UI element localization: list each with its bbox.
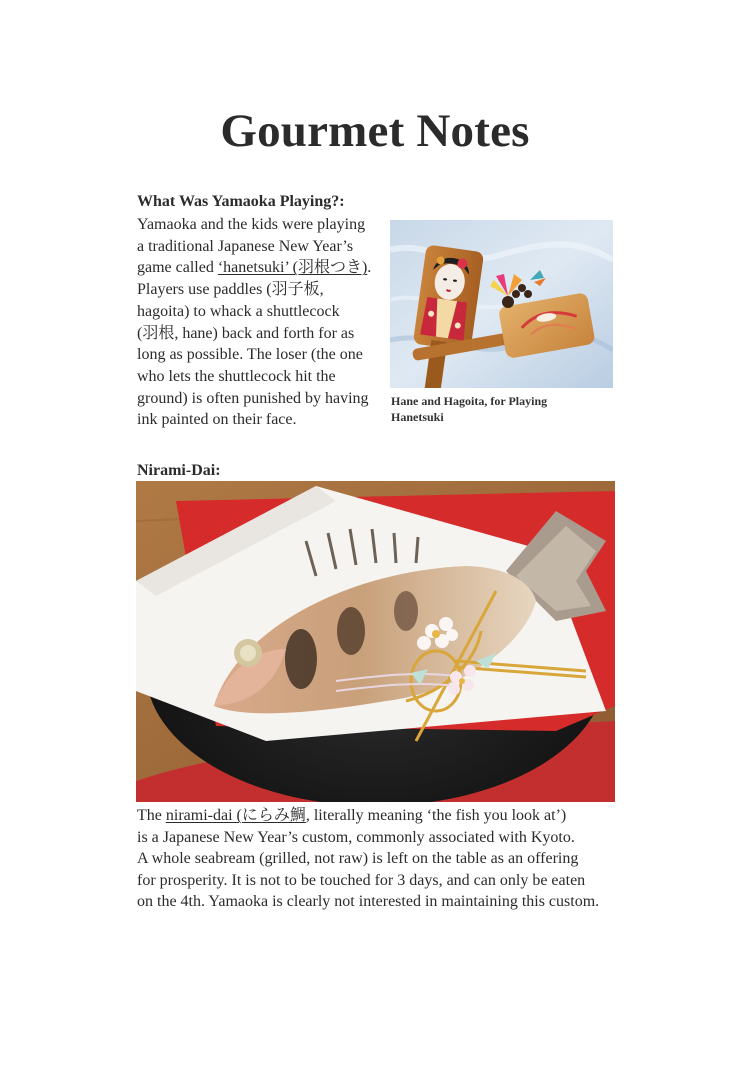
nirami-dai-link[interactable]: nirami-dai (にらみ鯛 [165,807,306,824]
nirami-dai-paragraph [137,805,657,913]
paragraph-line [137,805,657,827]
paragraph-line: who lets the shuttlecock hit the [137,367,336,385]
nirami-dai-photo [136,481,615,802]
paragraph-line: hagoita) to whack a shuttlecock [137,302,340,320]
paragraph-line [137,257,399,279]
page-title: Gourmet Notes [220,105,530,157]
photo-caption: Hane and Hagoita, for Playing Hanetsuki [391,394,548,424]
paragraph-line: (羽根, hane) back and forth for as [137,324,355,342]
hanetsuki-link[interactable]: ‘hanetsuki’ (羽根つき) [217,259,368,277]
paragraph-line: on the 4th. Yamaoka is clearly not interested in maintaining this custom. [137,893,600,911]
section-heading-yamaoka: What Was Yamaoka Playing?: [137,193,345,210]
hane-hagoita-photo [390,220,613,388]
paragraph-line: is a Japanese New Year’s custom, commonly associated with Kyoto. [137,828,575,846]
paragraph-line: ink painted on their face. [137,411,297,429]
paragraph-line: Yamaoka and the kids were playing [137,216,366,233]
paragraph-line: a traditional Japanese New Year’s [137,237,354,255]
paragraph-line: A whole seabream (grilled, not raw) is left on the table as an offering [137,850,579,868]
paragraph-text: . [367,259,372,277]
paragraph-text: The [137,807,166,824]
hanetsuki-paragraph [137,214,399,431]
paragraph-text: , literally meaning ‘the fish you look at’) [305,807,567,824]
section-heading-nirami-dai: Nirami-Dai: [137,462,221,479]
paragraph-line: Players use paddles (羽子板, [137,281,324,299]
paragraph-text: game called [137,259,218,277]
paragraph-line: for prosperity. It is not to be touched for 3 days, and can only be eaten [137,871,586,889]
paragraph-line: ground) is often punished by having [137,389,369,407]
paragraph-line: long as possible. The loser (the one [137,346,363,364]
